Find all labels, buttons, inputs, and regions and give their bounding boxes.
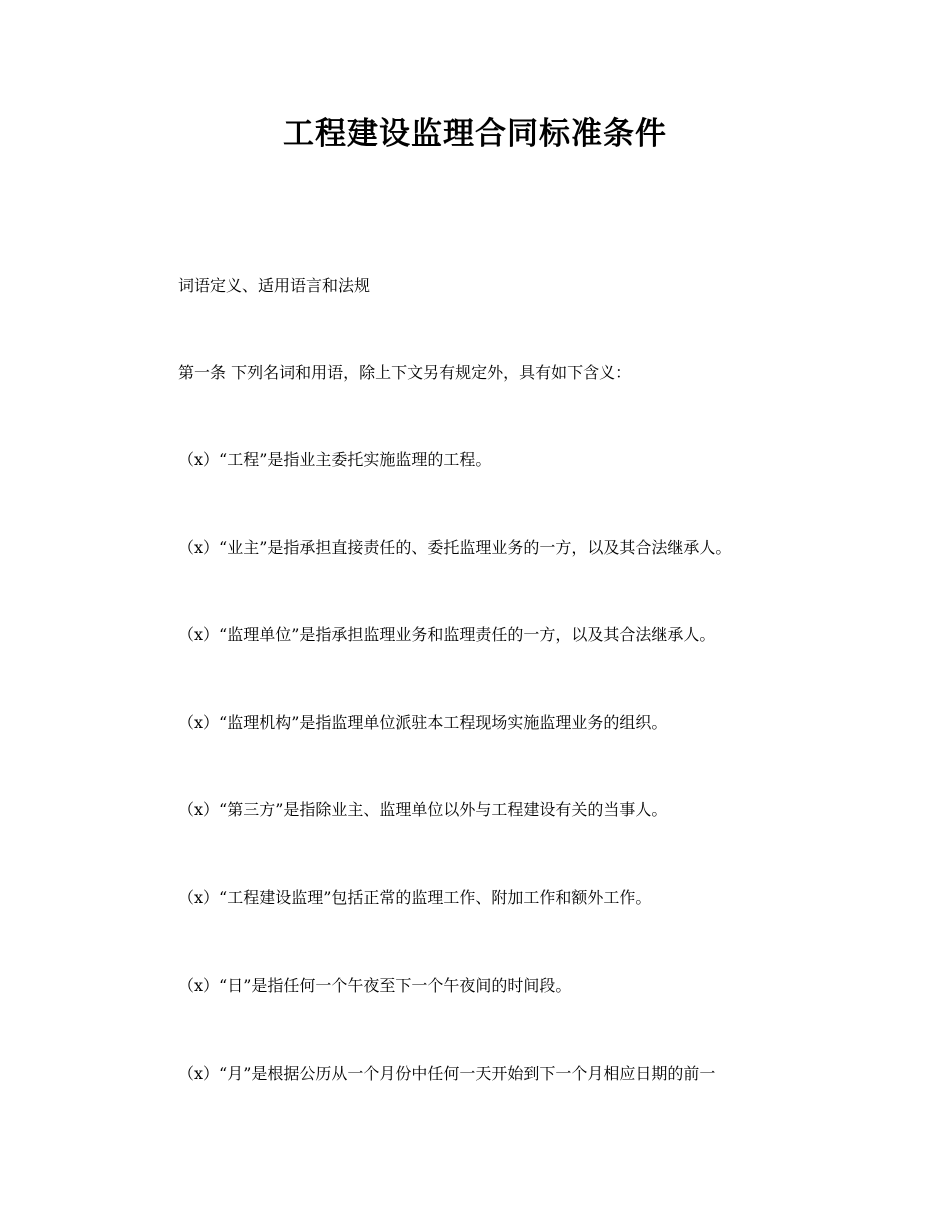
definition-item-7: （x）“日”是指任何一个午夜至下一个午夜间的时间段。 [178, 976, 572, 995]
definition-item-6: （x）“工程建设监理”包括正常的监理工作、附加工作和额外工作。 [178, 888, 652, 907]
article-1-text: 第一条 下列名词和用语，除上下文另有规定外，具有如下含义： [178, 363, 632, 382]
definition-item-4: （x）“监理机构”是指监理单位派驻本工程现场实施监理业务的组织。 [178, 713, 668, 732]
definition-item-1: （x）“工程”是指业主委托实施监理的工程。 [178, 450, 492, 469]
definition-item-3: （x）“监理单位”是指承担监理业务和监理责任的一方，以及其合法继承人。 [178, 625, 716, 644]
definition-item-8: （x）“月”是根据公历从一个月份中任何一天开始到下一个月相应日期的前一 [178, 1064, 716, 1083]
document-title: 工程建设监理合同标准条件 [283, 116, 667, 152]
definition-item-2: （x）“业主”是指承担直接责任的、委托监理业务的一方，以及其合法继承人。 [178, 538, 732, 557]
definition-item-5: （x）“第三方”是指除业主、监理单位以外与工程建设有关的当事人。 [178, 800, 668, 819]
section-heading: 词语定义、适用语言和法规 [178, 276, 371, 295]
